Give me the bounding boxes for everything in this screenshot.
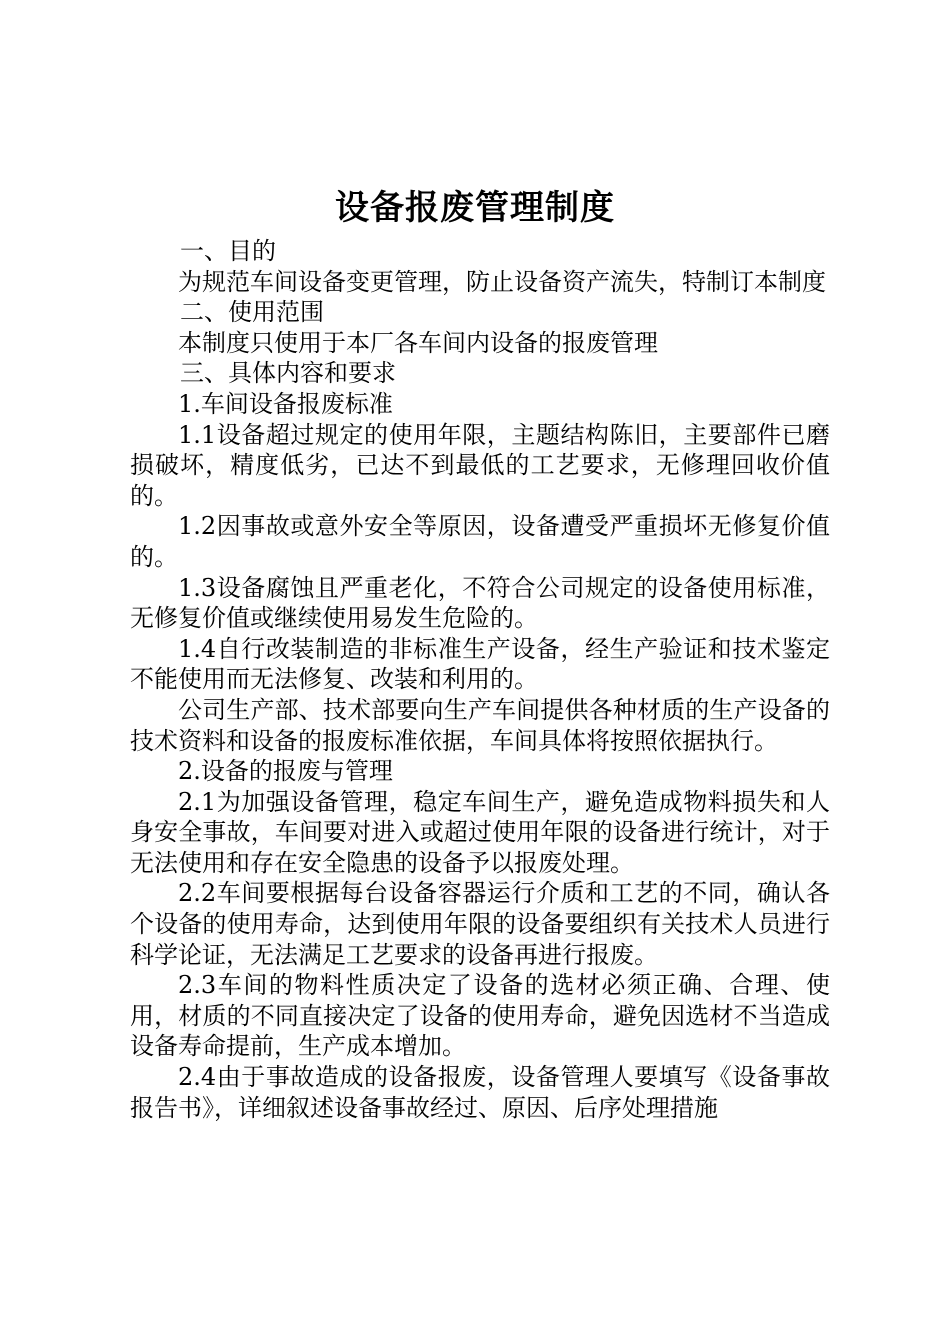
document-title: 设备报废管理制度 [335, 188, 615, 228]
paragraph: 2.3车间的物料性质决定了设备的选材必须正确、合理、使用，材质的不同直接决定了设备的使用寿命，避免因选材不当造成设备寿命提前，生产成本增加。 [130, 971, 830, 1061]
paragraph: 1.2因事故或意外安全等原因，设备遭受严重损坏无修复价值的。 [130, 512, 830, 571]
section-heading-content: 三、具体内容和要求 [180, 359, 396, 388]
paragraph: 本制度只使用于本厂各车间内设备的报废管理 [178, 328, 658, 357]
section-heading-purpose: 一、目的 [180, 237, 276, 265]
paragraph: 1.4自行改装制造的非标准生产设备，经生产验证和技术鉴定不能使用而无法修复、改装和利用的。 [130, 634, 830, 694]
paragraph: 2.4由于事故造成的设备报废，设备管理人要填写《设备事故报告书》，详细叙述设备事故经过、原因、后序处理措施 [130, 1063, 830, 1122]
paragraph: 1.1设备超过规定的使用年限，主题结构陈旧，主要部件已磨损破坏，精度低劣，已达不到最低的工艺要求，无修理回收价值的。 [130, 420, 830, 510]
paragraph: 公司生产部、技术部要向生产车间提供各种材质的生产设备的技术资料和设备的报废标准依据，车间具体将按照依据执行。 [130, 695, 830, 755]
document-body [130, 236, 830, 1123]
subsection-heading: 2.设备的报废与管理 [178, 757, 393, 786]
section-heading-scope: 二、使用范围 [180, 298, 324, 327]
subsection-heading: 1.车间设备报废标准 [178, 389, 393, 418]
paragraph: 1.3设备腐蚀且严重老化，不符合公司规定的设备使用标准，无修复价值或继续使用易发生危险的。 [130, 573, 830, 633]
paragraph: 为规范车间设备变更管理，防止设备资产流失，特制订本制度 [178, 267, 826, 296]
paragraph: 2.2车间要根据每台设备容器运行介质和工艺的不同，确认各个设备的使用寿命，达到使用年限的设备要组织有关技术人员进行科学论证，无法满足工艺要求的设备再进行报废。 [130, 879, 830, 969]
paragraph: 2.1为加强设备管理，稳定车间生产，避免造成物料损失和人身安全事故，车间要对进入或超过使用年限的设备进行统计，对于无法使用和存在安全隐患的设备予以报废处理。 [130, 787, 830, 877]
